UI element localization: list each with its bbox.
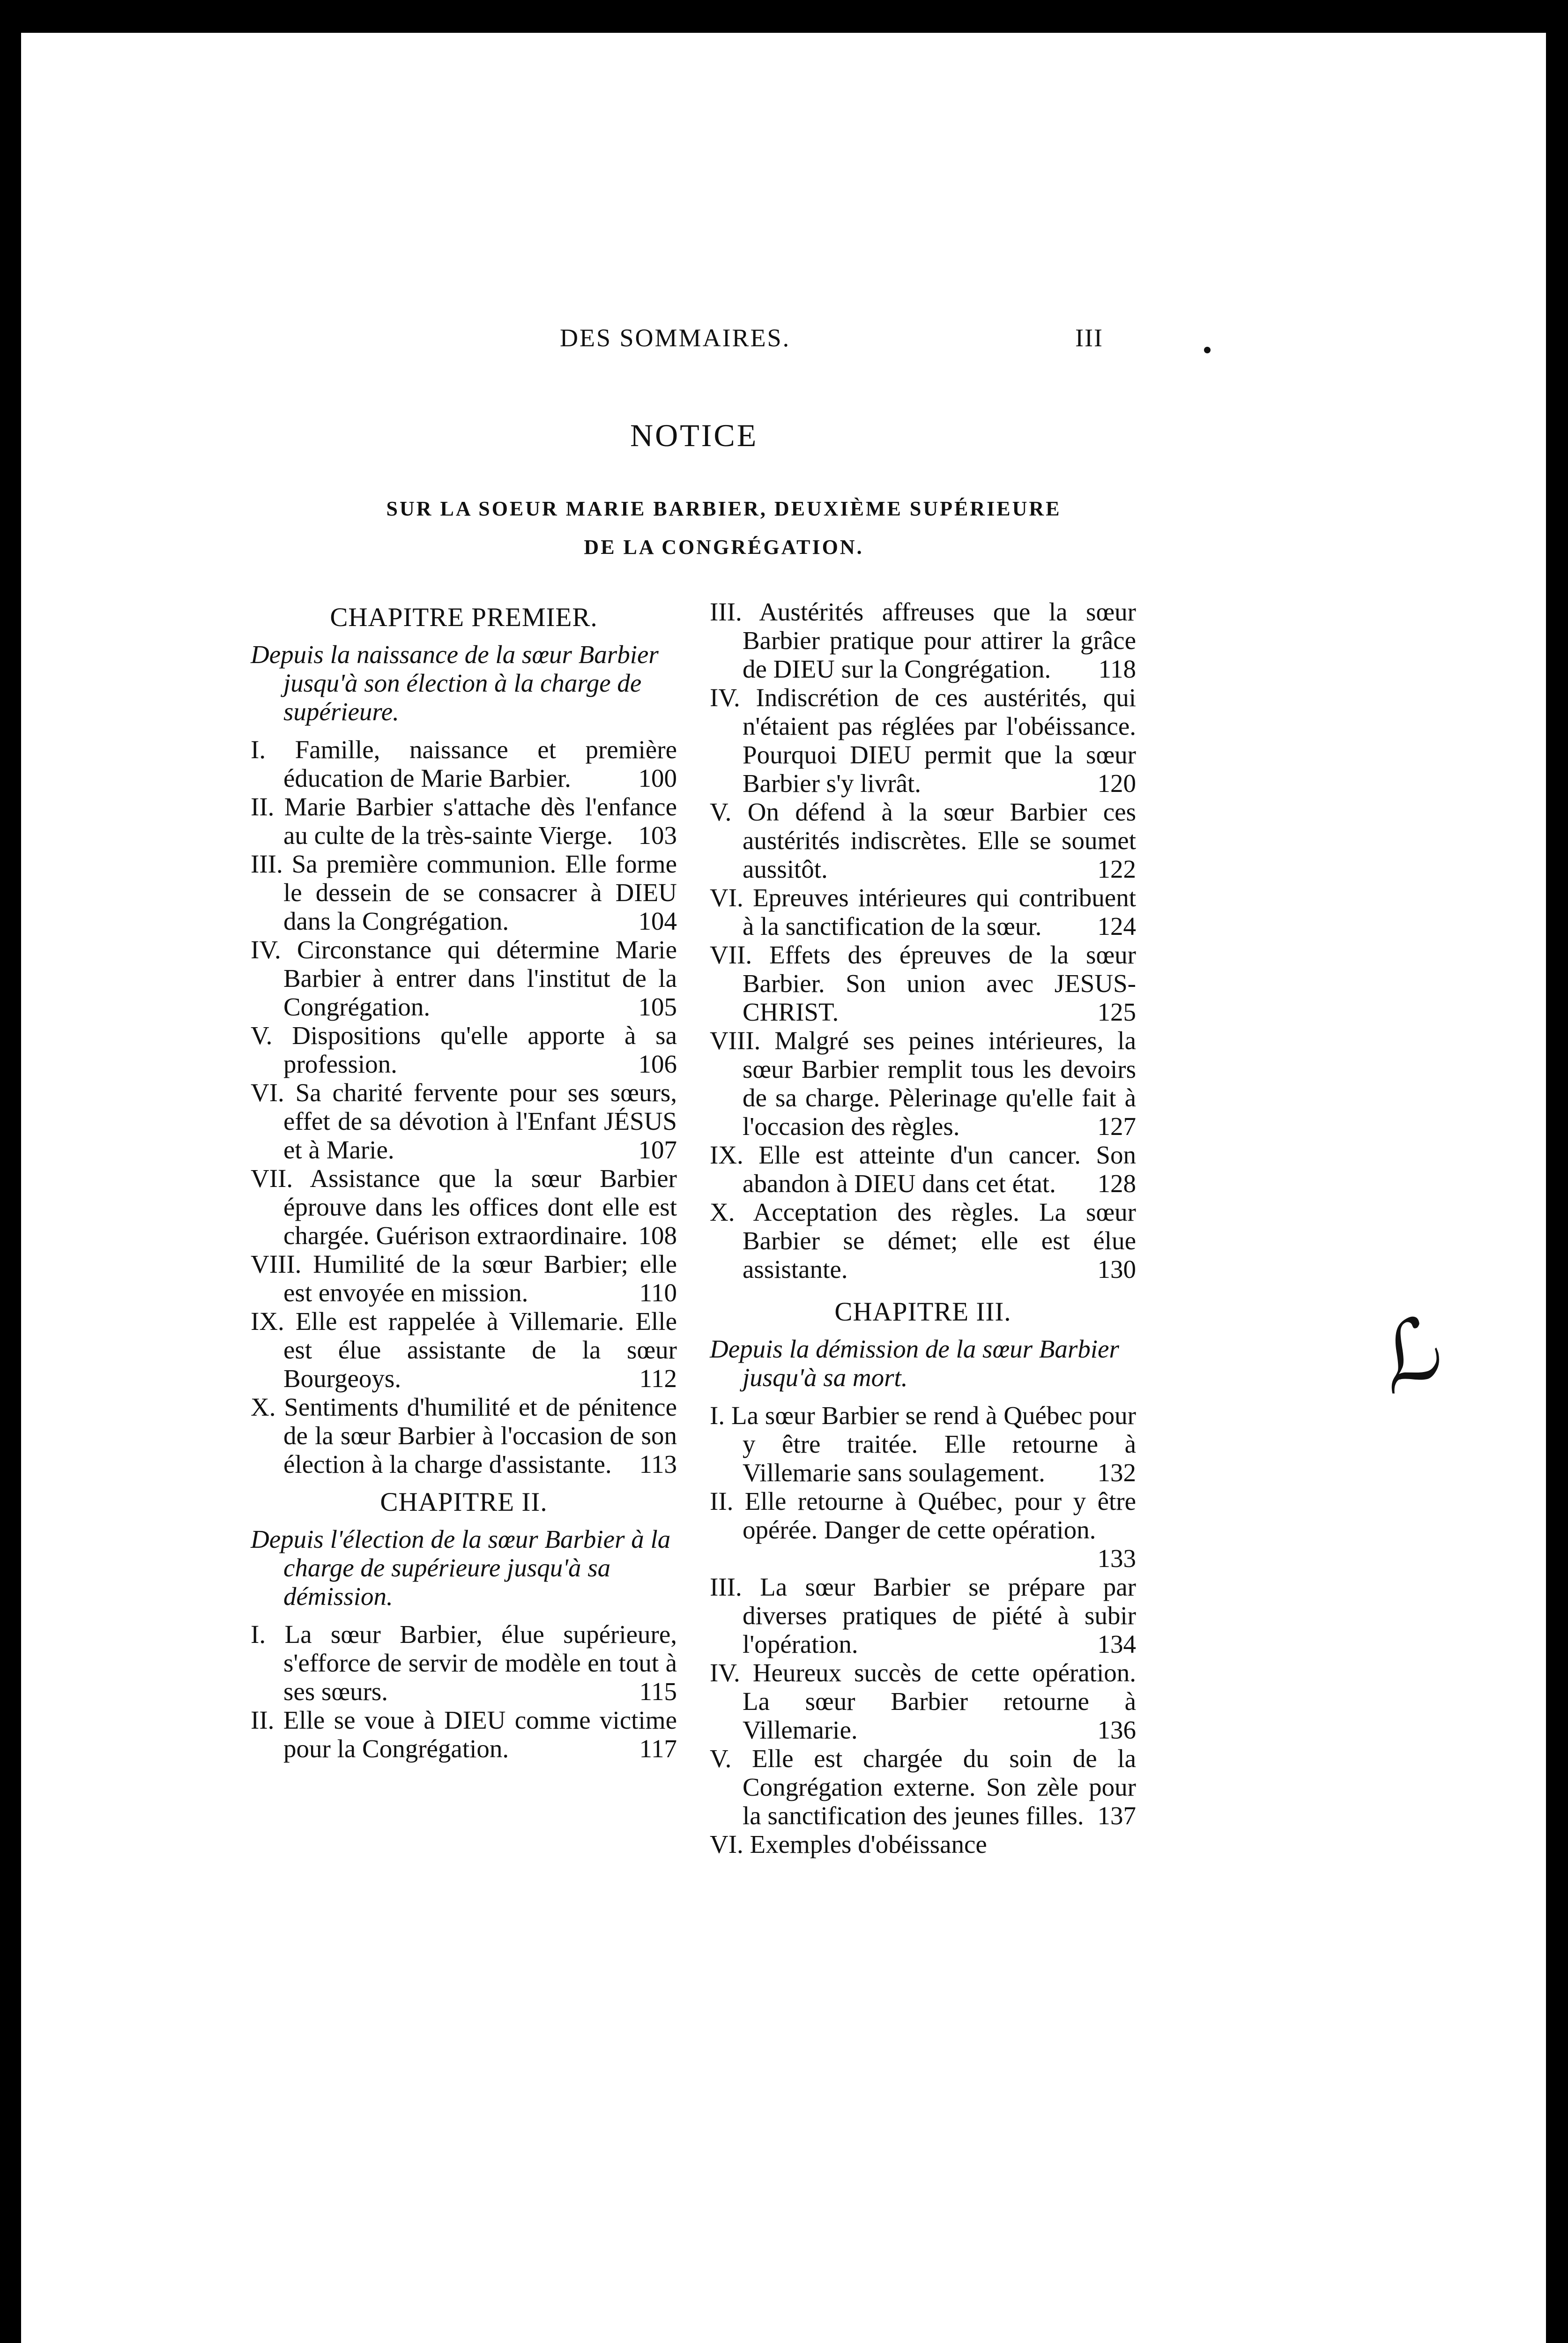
toc-entry-text: IV. Indiscrétion de ces austérités, qui n'étaient pas réglées par l'obéissance. Pourquoi DIEU permit que la sœur Barbier s'y livrât.: [710, 683, 1136, 798]
toc-page-number: 115: [639, 1677, 677, 1706]
toc-entry: [710, 683, 1136, 798]
toc-entry: [251, 1250, 677, 1307]
toc-page-number: 117: [639, 1734, 677, 1763]
toc-entry-text: IX. Elle est atteinte d'un cancer. Son abandon à DIEU dans cet état.: [710, 1141, 1136, 1198]
chapter-intro: Depuis la démission de la sœur Barbier jusqu'à sa mort.: [710, 1335, 1119, 1392]
toc-entry-text: I. Famille, naissance et première éducation de Marie Barbier.: [251, 735, 677, 792]
toc-entry-text: III. Austérités affreuses que la sœur Barbier pratique pour attirer la grâce de DIEU sur la Congrégation.: [710, 597, 1136, 683]
chapter-intro: Depuis la naissance de la sœur Barbier jusqu'à son élection à la charge de supérieure.: [251, 640, 659, 726]
toc-entry: [710, 1487, 1136, 1573]
toc-entry-text: I. La sœur Barbier se rend à Québec pour y être traitée. Elle retourne à Villemarie sans soulagement.: [710, 1401, 1136, 1487]
toc-entry: [251, 792, 677, 850]
toc-entry-text: IV. Circonstance qui détermine Marie Barbier à entrer dans l'institut de la Congrégation.: [251, 935, 677, 1021]
toc-entry-text: I. La sœur Barbier, élue supérieure, s'efforce de servir de modèle en tout à ses sœurs.: [251, 1620, 677, 1706]
toc-entry: [251, 1393, 677, 1478]
toc-page-number: 136: [1097, 1716, 1136, 1744]
toc-page-number: 106: [638, 1050, 677, 1078]
subtitle-line: DE LA CONGRÉGATION.: [584, 536, 864, 559]
toc-entry: [710, 1830, 1136, 1858]
ink-speck: [1204, 347, 1211, 353]
toc-entry: [710, 1744, 1136, 1830]
toc-entry: [710, 883, 1136, 940]
toc-page-number: 137: [1097, 1801, 1136, 1830]
toc-entry: [710, 1026, 1136, 1141]
chapter-items: [710, 1401, 1136, 1858]
toc-entry-text: IX. Elle est rappelée à Villemarie. Elle est élue assistante de la sœur Bourgeoys.: [251, 1307, 677, 1393]
toc-page-number: 133: [1097, 1544, 1136, 1573]
toc-entry-text: X. Sentiments d'humilité et de pénitence de la sœur Barbier à l'occasion de son élection à la charge d'assistante.: [251, 1393, 677, 1478]
chapter-intro: Depuis l'élection de la sœur Barbier à la charge de supérieure jusqu'à sa démission.: [251, 1525, 671, 1611]
toc-page-number: 113: [639, 1450, 677, 1478]
toc-page-number: 105: [638, 992, 677, 1021]
toc-entry-text: VI. Exemples d'obéissance: [710, 1830, 987, 1858]
toc-entry: [710, 597, 1136, 683]
toc-entry-text: II. Marie Barbier s'attache dès l'enfance au culte de la très-sainte Vierge.: [251, 792, 677, 850]
chapter-items: [251, 735, 677, 1478]
ink-flourish: ℒ: [1358, 1301, 1453, 1412]
page-title: NOTICE: [630, 418, 758, 453]
toc-page-number: 128: [1097, 1169, 1136, 1198]
toc-entry-text: V. Elle est chargée du soin de la Congrégation externe. Son zèle pour la sanctification des jeunes filles.: [710, 1744, 1136, 1830]
subtitle-line: SUR LA SOEUR MARIE BARBIER, DEUXIÈME SUPÉRIEURE: [386, 497, 1062, 520]
chapter-items: [710, 597, 1136, 1283]
toc-entry-text: VIII. Malgré ses peines intérieures, la sœur Barbier remplit tous les devoirs de sa charge. Pèlerinage qu'elle fait à l'occasion des règles.: [710, 1026, 1136, 1141]
toc-page-number: 124: [1097, 912, 1136, 940]
toc-entry-text: II. Elle retourne à Québec, pour y être opérée. Danger de cette opération.: [710, 1487, 1136, 1544]
toc-entry: [710, 1198, 1136, 1283]
toc-page-number: 134: [1097, 1630, 1136, 1658]
toc-entry: [251, 1620, 677, 1706]
toc-page-number: 118: [1098, 655, 1136, 683]
toc-page-number: 108: [638, 1221, 677, 1250]
toc-entry-text: VII. Effets des épreuves de la sœur Barbier. Son union avec JESUS-CHRIST.: [710, 940, 1136, 1026]
toc-page-number: 120: [1097, 769, 1136, 798]
toc-entry: [251, 1021, 677, 1078]
toc-entry: [251, 1164, 677, 1250]
toc-page-number: 130: [1097, 1255, 1136, 1283]
toc-entry: [710, 1658, 1136, 1744]
book-page: [21, 33, 1546, 2343]
chapter-heading: CHAPITRE PREMIER.: [330, 603, 598, 632]
toc-entry-text: VI. Epreuves intérieures qui contribuent à la sanctification de la sœur.: [710, 883, 1136, 940]
toc-entry: [710, 798, 1136, 883]
toc-page-number: 125: [1097, 998, 1136, 1026]
chapter-heading: CHAPITRE II.: [380, 1487, 548, 1517]
right-column: [710, 597, 1136, 1858]
toc-page-number: 122: [1097, 855, 1136, 883]
toc-entry: [251, 735, 677, 792]
toc-entry-text: VII. Assistance que la sœur Barbier éprouve dans les offices dont elle est chargée. Guérison extraordinaire.: [251, 1164, 677, 1250]
toc-entry-text: III. La sœur Barbier se prépare par diverses pratiques de piété à subir l'opération.: [710, 1573, 1136, 1658]
toc-entry: [710, 1573, 1136, 1658]
toc-entry-text: X. Acceptation des règles. La sœur Barbier se démet; elle est élue assistante.: [710, 1198, 1136, 1283]
toc-entry-text: VI. Sa charité fervente pour ses sœurs, effet de sa dévotion à l'Enfant JÉSUS et à Marie.: [251, 1078, 677, 1164]
toc-page-number: 112: [639, 1364, 677, 1393]
page-number: III: [1075, 324, 1103, 352]
toc-entry-text: VIII. Humilité de la sœur Barbier; elle est envoyée en mission.: [251, 1250, 677, 1307]
chapter-items: [251, 1620, 677, 1763]
toc-entry-text: IV. Heureux succès de cette opération. La sœur Barbier retourne à Villemarie.: [710, 1658, 1136, 1744]
toc-page-number: 132: [1097, 1458, 1136, 1487]
chapter-heading: CHAPITRE III.: [834, 1297, 1011, 1327]
toc-entry-text: V. Dispositions qu'elle apporte à sa profession.: [251, 1021, 677, 1078]
toc-entry-text: III. Sa première communion. Elle forme le dessein de se consacrer à DIEU dans la Congrégation.: [251, 850, 677, 935]
toc-entry: [710, 1141, 1136, 1198]
toc-page-number: 110: [639, 1278, 677, 1307]
toc-entry: [251, 1706, 677, 1763]
toc-page-number: 100: [638, 764, 677, 792]
toc-page-number: 104: [638, 907, 677, 935]
toc-page-number: 103: [638, 821, 677, 850]
running-header: DES SOMMAIRES.: [560, 324, 791, 352]
toc-entry: [251, 1078, 677, 1164]
left-column: [251, 597, 677, 1763]
subtitle: [255, 490, 1192, 567]
toc-entry: [710, 940, 1136, 1026]
toc-entry: [251, 935, 677, 1021]
toc-entry-text: II. Elle se voue à DIEU comme victime pour la Congrégation.: [251, 1706, 677, 1763]
toc-page-number: 127: [1097, 1112, 1136, 1141]
toc-entry: [251, 850, 677, 935]
toc-entry-text: V. On défend à la sœur Barbier ces austérités indiscrètes. Elle se soumet aussitôt.: [710, 798, 1136, 883]
toc-entry: [251, 1307, 677, 1393]
toc-page-number: 107: [638, 1135, 677, 1164]
toc-entry: [710, 1401, 1136, 1487]
